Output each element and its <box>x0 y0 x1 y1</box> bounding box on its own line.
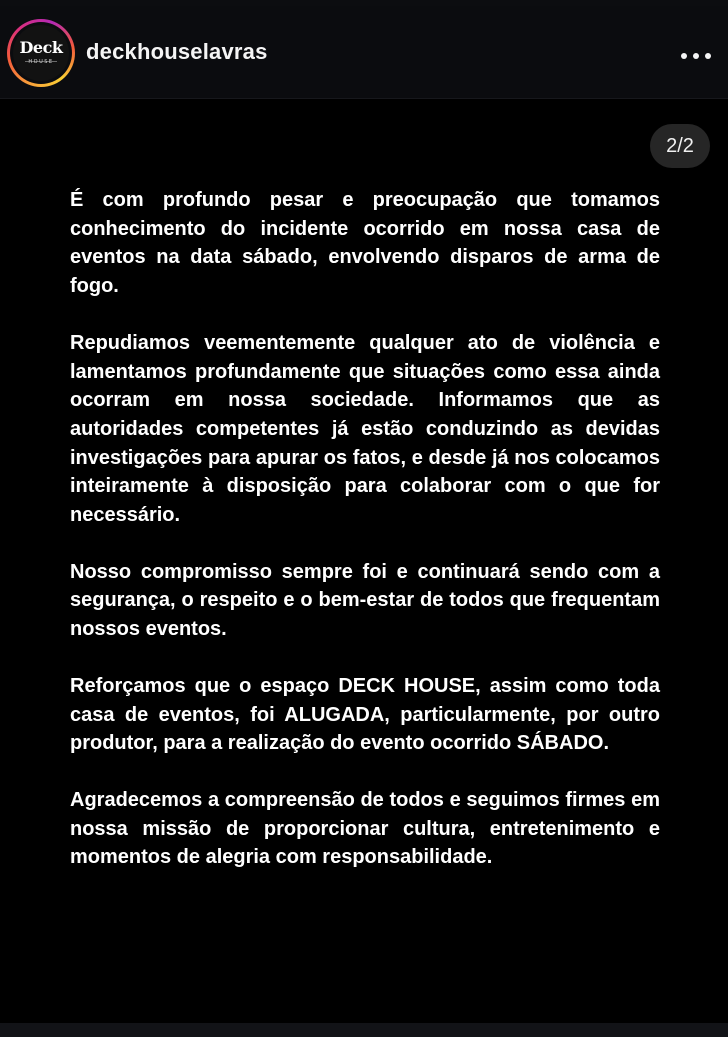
statement-paragraph-4: Reforçamos que o espaço DECK HOUSE, assim como toda casa de eventos, foi ALUGADA, particularmente, por outro produtor, para a realização do evento ocorrido SÁBADO. <box>70 674 660 755</box>
statement-paragraph-1: É com profundo pesar e preocupação que tomamos conhecimento do incidente ocorrido em nossa casa de eventos na data sábado, envolvendo disparos de arma de fogo. <box>70 189 660 298</box>
avatar-logo-text: Deck <box>19 38 63 57</box>
more-options-button[interactable] <box>676 40 716 72</box>
username-link[interactable]: deckhouselavras <box>86 39 268 64</box>
statement-paragraph-2: Repudiamos veementemente qualquer ato de violência e lamentamos profundamente que situações como essa ainda ocorram em nossa sociedade. Informamos que as autoridades competentes já estão conduzindo as devidas investigações para apurar os fatos, e desde já nos colocamos inteiramente à disposição para colaborar com o que for necessário. <box>70 331 660 527</box>
post-statement <box>70 186 660 900</box>
carousel-counter-badge: 2/2 <box>650 124 710 168</box>
avatar[interactable] <box>13 25 69 81</box>
post-header <box>0 6 728 99</box>
avatar-logo-subtext: HOUSE <box>28 59 54 65</box>
story-ring[interactable] <box>7 19 75 87</box>
more-horizontal-icon <box>676 40 716 72</box>
bottom-strip <box>0 1023 728 1037</box>
statement-paragraph-3: Nosso compromisso sempre foi e continuará sendo com a segurança, o respeito e o bem-estar de todos que frequentam nossos eventos. <box>70 560 660 641</box>
statement-paragraph-5: Agradecemos a compreensão de todos e seguimos firmes em nossa missão de proporcionar cultura, entretenimento e momentos de alegria com responsabilidade. <box>70 788 660 869</box>
